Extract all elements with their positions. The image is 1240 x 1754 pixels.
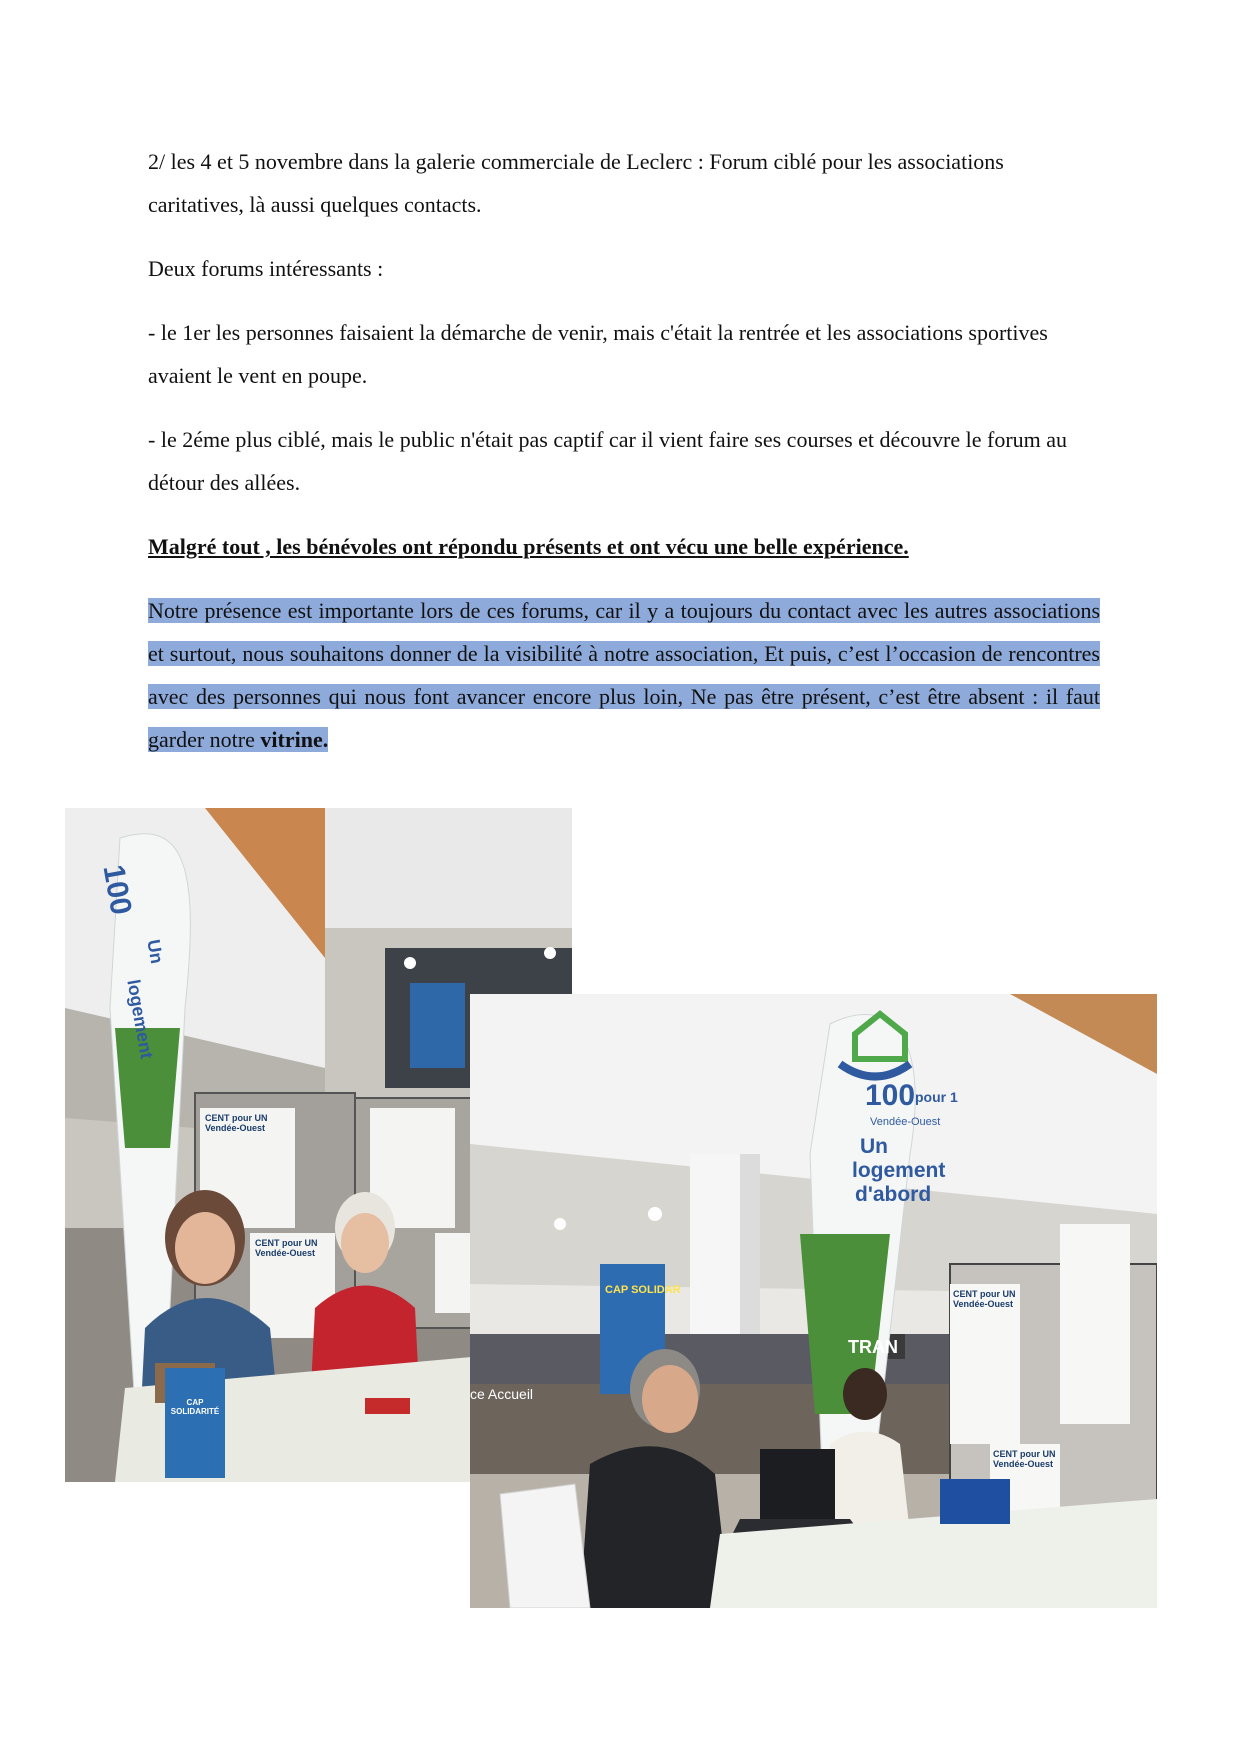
left-table-sign: CAP SOLIDARITÉ	[170, 1398, 220, 1416]
right-banner-number: 100	[865, 1079, 916, 1112]
right-sign-accueil: ce Accueil	[470, 1386, 534, 1402]
right-poster-2-title: CENT pour UN Vendée-Ouest	[993, 1449, 1056, 1469]
paragraph-two-forums: Deux forums intéressants :	[148, 256, 384, 281]
highlighted-bold-text: vitrine.	[260, 727, 329, 752]
paragraph-forum-leclerc: 2/ les 4 et 5 novembre dans la galerie commerciale de Leclerc : Forum ciblé pour les associations caritatives, là aussi quelques contacts.	[148, 149, 1004, 217]
right-banner-line6: d'abord	[855, 1183, 932, 1206]
photo-stand-laptop	[470, 994, 1157, 1608]
paragraph-presence	[148, 589, 1100, 761]
right-poster-1-title: CENT pour UN Vendée-Ouest	[953, 1289, 1016, 1309]
right-banner-line4: Un	[860, 1135, 888, 1158]
highlighted-text: Notre présence est importante lors de ces forums, car il y a toujours du contact avec les autres associations et surtout, nous souhaitons donner de la visibilité à notre association, Et puis, c’est l’occasion de rencontres avec des personnes qui nous font avancer encore plus loin, Ne pas être présent, c’est être absent : il faut garder notre	[148, 598, 1100, 752]
left-banner-number: 100	[96, 862, 138, 918]
left-poster-title: CENT pour UN Vendée-Ouest	[205, 1113, 268, 1133]
left-poster-2-title: CENT pour UN Vendée-Ouest	[255, 1238, 318, 1258]
text-block	[148, 140, 1100, 782]
photo-right-drawing	[470, 994, 1157, 1608]
paragraph-second-forum: - le 2éme plus ciblé, mais le public n'était pas captif car il vient faire ses courses et découvre le forum au détour des allées.	[148, 427, 1068, 495]
heading-volunteers: Malgré tout , les bénévoles ont répondu présents et ont vécu une belle expérience.	[148, 534, 909, 559]
left-banner-line5: logement	[123, 978, 157, 1061]
right-sign-cap: CAP SOLIDAR	[605, 1284, 681, 1296]
paragraph-first-forum: - le 1er les personnes faisaient la démarche de venir, mais c'était la rentrée et les associations sportives avaient le vent en poupe.	[148, 320, 1048, 388]
right-banner-line5: logement	[852, 1159, 946, 1182]
right-banner-region: Vendée-Ouest	[870, 1116, 941, 1128]
right-sign-tran: TRAN	[848, 1337, 898, 1357]
left-banner-line4: Un	[143, 938, 168, 966]
right-banner-pour: pour 1	[915, 1089, 958, 1105]
